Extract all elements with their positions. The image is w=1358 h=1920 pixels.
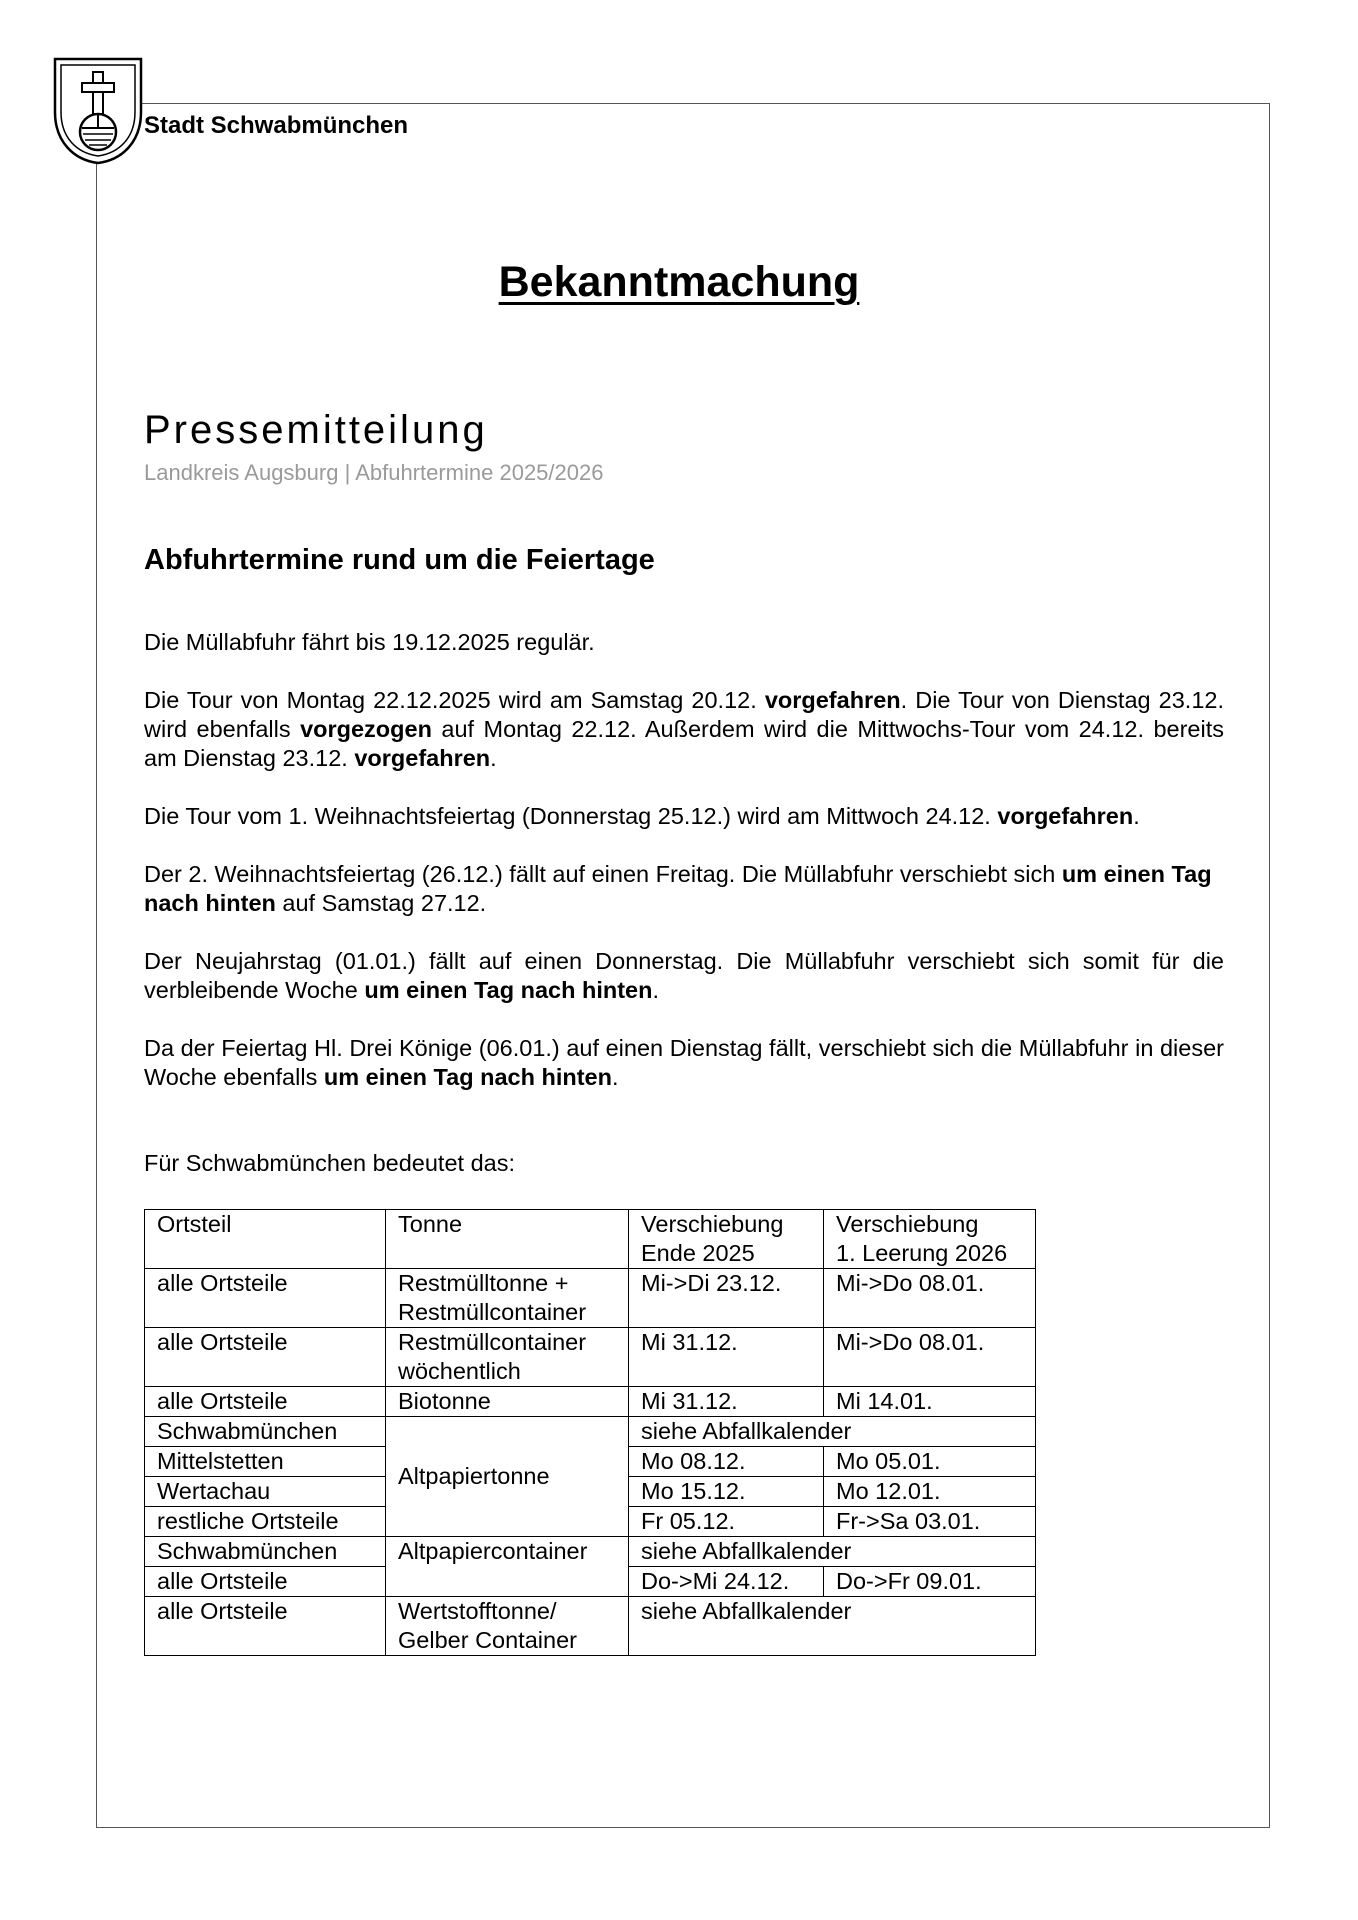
table-cell: Schwabmünchen <box>145 1537 386 1567</box>
table-cell: alle Ortsteile <box>145 1567 386 1597</box>
table-cell: alle Ortsteile <box>145 1328 386 1387</box>
table-cell: Mi 14.01. <box>824 1387 1036 1417</box>
table-row <box>145 1417 1036 1447</box>
table-cell: Fr->Sa 03.01. <box>824 1507 1036 1537</box>
paragraph: Der Neujahrstag (01.01.) fällt auf einen Donnerstag. Die Müllabfuhr verschiebt sich somit für die verbleibende Woche um einen Tag nach hinten. <box>144 948 1224 1003</box>
table-header: Verschiebung 1. Leerung 2026 <box>824 1210 1036 1269</box>
table-cell: alle Ortsteile <box>145 1387 386 1417</box>
table-cell: Restmülltonne + Restmüllcontainer <box>386 1269 629 1328</box>
table-row <box>145 1269 1036 1328</box>
coat-of-arms-icon <box>52 56 144 166</box>
paragraph: Die Tour von Montag 22.12.2025 wird am Samstag 20.12. vorgefahren. Die Tour von Dienstag 23.12. wird ebenfalls vorgezogen auf Montag 22.12. Außerdem wird die Mittwochs-Tour vom 24.12. bereits am Dienstag 23.12. vorgefahren. <box>144 687 1225 771</box>
press-heading: Pressemitteilung <box>144 408 488 452</box>
table-cell: Mi->Di 23.12. <box>629 1269 824 1328</box>
table-cell: Mittelstetten <box>145 1447 386 1477</box>
table-row <box>145 1328 1036 1387</box>
table-cell: Mi->Do 08.01. <box>824 1328 1036 1387</box>
table-cell: Mo 08.12. <box>629 1447 824 1477</box>
table-cell: siehe Abfallkalender <box>629 1597 1036 1656</box>
table-row <box>145 1537 1036 1567</box>
paragraph: Die Tour vom 1. Weihnachtsfeiertag (Donnerstag 25.12.) wird am Mittwoch 24.12. vorgefahren. <box>144 803 1140 829</box>
table-cell: Mi 31.12. <box>629 1328 824 1387</box>
table-cell: Mo 05.01. <box>824 1447 1036 1477</box>
table-cell: Wertachau <box>145 1477 386 1507</box>
collection-table <box>144 1209 1036 1656</box>
table-cell: alle Ortsteile <box>145 1269 386 1328</box>
table-cell: Schwabmünchen <box>145 1417 386 1447</box>
table-cell: Do->Fr 09.01. <box>824 1567 1036 1597</box>
table-cell: alle Ortsteile <box>145 1597 386 1656</box>
table-header: Verschiebung Ende 2025 <box>629 1210 824 1269</box>
table-cell: Mo 15.12. <box>629 1477 824 1507</box>
table-cell: Altpapiercontainer <box>386 1537 629 1597</box>
table-cell: Mi->Do 08.01. <box>824 1269 1036 1328</box>
paragraph: Da der Feiertag Hl. Drei Könige (06.01.) auf einen Dienstag fällt, verschiebt sich die Müllabfuhr in dieser Woche ebenfalls um einen Tag nach hinten. <box>144 1035 1224 1090</box>
table-cell: Altpapiertonne <box>386 1417 629 1537</box>
table-header-row <box>145 1210 1036 1269</box>
table-cell: Do->Mi 24.12. <box>629 1567 824 1597</box>
article-headline: Abfuhrtermine rund um die Feiertage <box>144 544 655 576</box>
press-subtitle: Landkreis Augsburg | Abfuhrtermine 2025/2026 <box>144 460 604 485</box>
table-cell: Mo 12.01. <box>824 1477 1036 1507</box>
table-cell: siehe Abfallkalender <box>629 1417 1036 1447</box>
table-cell: restliche Ortsteile <box>145 1507 386 1537</box>
table-cell: Mi 31.12. <box>629 1387 824 1417</box>
table-header: Tonne <box>386 1210 629 1269</box>
table-row <box>145 1387 1036 1417</box>
paragraph: Der 2. Weihnachtsfeiertag (26.12.) fällt auf einen Freitag. Die Müllabfuhr verschiebt sich um einen Tag nach hinten auf Samstag 27.12. <box>144 861 1212 916</box>
table-row <box>145 1597 1036 1656</box>
table-cell: Wertstofftonne/ Gelber Container <box>386 1597 629 1656</box>
article-body <box>144 628 1224 1121</box>
paragraph: Die Müllabfuhr fährt bis 19.12.2025 regulär. <box>144 629 595 655</box>
table-lead: Für Schwabmünchen bedeutet das: <box>144 1150 516 1176</box>
table-cell: Fr 05.12. <box>629 1507 824 1537</box>
table-cell: siehe Abfallkalender <box>629 1537 1036 1567</box>
table-cell: Restmüllcontainer wöchentlich <box>386 1328 629 1387</box>
page-title: Bekanntmachung <box>498 258 860 306</box>
table-header: Ortsteil <box>145 1210 386 1269</box>
organization-name: Stadt Schwabmünchen <box>144 112 409 139</box>
table-cell: Biotonne <box>386 1387 629 1417</box>
